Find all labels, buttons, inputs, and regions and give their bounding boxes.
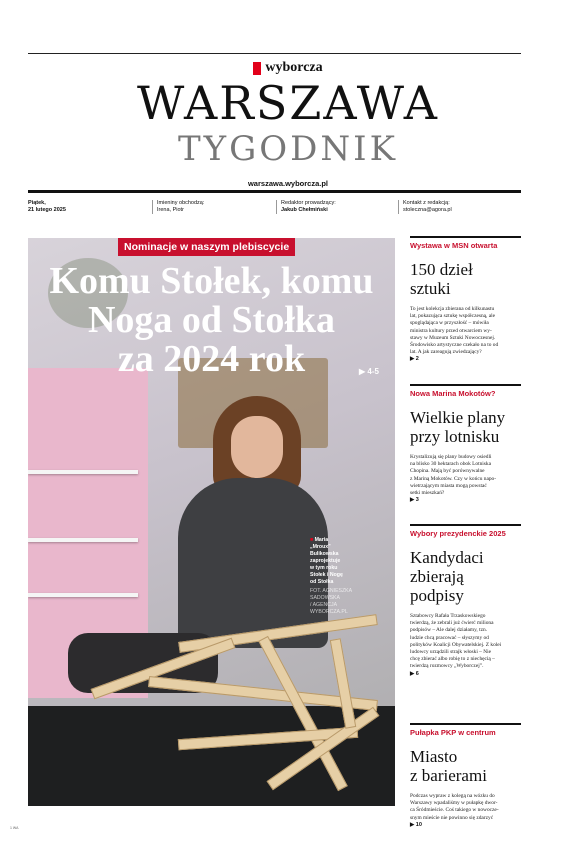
top-rule xyxy=(28,53,521,54)
shelf xyxy=(28,470,138,474)
shelf xyxy=(28,593,138,597)
sidebar-kicker: Nowa Marina Mokotów? xyxy=(410,389,496,398)
person-face xyxy=(231,416,283,478)
sidebar-text: Sztabowcy Rafała Trzaskowskiego twierdzą, że zebrali już ćwierć miliona podpisów – Ale dalej działamy, tzn. ludzie chcą pracować – słyszymy od polityków Koalicji Obywatelskiej. Z kolei ludowcy urządzili strajk włoski – Nie chcę zbierać albo robię to z niechęcią – twierdzą rozmowcy „Wyborczej”. xyxy=(410,613,502,670)
cover-page-ref[interactable]: ▶ 4-5 xyxy=(359,367,379,376)
photo-caption: ■ Maria „Mroux” Bulikowska zaprojektuje w tym roku Stołek i Nogę od Stołka FOT. AGNIESZKA SADOWSKA / AGENCJA WYBORCZA.PL xyxy=(310,537,368,616)
photo-credit: FOT. AGNIESZKA SADOWSKA / AGENCJA WYBORCZA.PL xyxy=(310,588,352,615)
sidebar-rule xyxy=(410,384,521,386)
sidebar-kicker: Wystawa w MSN otwarta xyxy=(410,241,498,250)
sidebar-page-ref[interactable]: ▶ 10 xyxy=(410,821,422,828)
sidebar-rule xyxy=(410,723,521,725)
table-surface xyxy=(28,706,395,806)
brand-name: wyborcza xyxy=(265,60,323,75)
sidebar-article-marina[interactable] xyxy=(410,384,521,503)
page-footnote: 1 WA xyxy=(10,826,19,830)
website-link[interactable]: warszawa.wyborcza.pl xyxy=(247,179,329,188)
sidebar-text: Podczas wypraw z kolegą na wózku do Warszawy wpadaliśmy w pułapkę dwor- ca Śródmieście. Coś takiego w nowocze- snym mieście nie powinno się zdarzyć xyxy=(410,793,499,821)
sidebar-text: Krystalizują się plany budowy osiedli na blisko 30 hektarach obok Lotniska Chopina. Mają być porównywalne z Mariną Mokotów. Czy w końcu napo- wietrzającym miasta mogą powstać setki mieszkań? xyxy=(410,454,497,497)
cover-headline[interactable]: Komu Stołek, komu Noga od Stołka za 2024 rok xyxy=(49,260,374,380)
sidebar-kicker: Pułapka PKP w centrum xyxy=(410,728,496,737)
sidebar-rule xyxy=(410,524,521,526)
person-body xyxy=(178,478,328,648)
brand-logo[interactable] xyxy=(0,60,576,76)
sidebar-heading: Miasto z barierami xyxy=(410,747,487,785)
sidebar-kicker: Wybory prezydenckie 2025 xyxy=(410,529,506,538)
contact-email[interactable]: stoleczna@agora.pl xyxy=(403,207,452,213)
info-contact: Kontakt z redakcją: stoleczna@agora.pl xyxy=(398,200,452,214)
sidebar-page-ref[interactable]: ▶ 2 xyxy=(410,356,419,363)
cover-badge[interactable]: Nominacje w naszym plebiscycie xyxy=(118,238,295,256)
sidebar-article-msn[interactable] xyxy=(410,236,521,362)
sidebar-heading: Kandydaci zbierają podpisy xyxy=(410,548,484,605)
sidebar-article-elections[interactable] xyxy=(410,524,521,677)
sidebar-article-pkp[interactable] xyxy=(410,723,521,828)
caption-bullet-icon: ■ xyxy=(310,537,315,543)
brand-square-icon xyxy=(253,62,261,75)
masthead-subtitle: TYGODNIK xyxy=(178,129,398,169)
sidebar-page-ref[interactable]: ▶ 3 xyxy=(410,497,419,504)
info-bar xyxy=(28,200,521,222)
sidebar-heading: Wielkie plany przy lotnisku xyxy=(410,408,506,446)
info-date: Piątek, 21 lutego 2025 xyxy=(28,200,66,213)
info-nameday: Imieniny obchodzą: Irena, Piotr xyxy=(152,200,204,214)
info-editor: Redaktor prowadzący: Jakub Chełmiński xyxy=(276,200,336,214)
sidebar-page-ref[interactable]: ▶ 6 xyxy=(410,670,419,677)
masthead-title: WARSZAWA xyxy=(137,76,439,130)
masthead-rule xyxy=(28,190,521,193)
sidebar-heading: 150 dzieł sztuki xyxy=(410,260,473,298)
sidebar-rule xyxy=(410,236,521,238)
sidebar-text: To jest kolekcja zbierana od kilkunastu lat, pokazująca sztukę współczesną, ale spoglądająca w przyszłość – mówiła ministra kultury przed otwarciem wy- stawy w Muzeum Sztuki Nowoczesnej. Środowisko artystyczne czekało na to od lat. A jak zareagują zwiedzający? xyxy=(410,306,499,356)
shelf xyxy=(28,538,138,542)
